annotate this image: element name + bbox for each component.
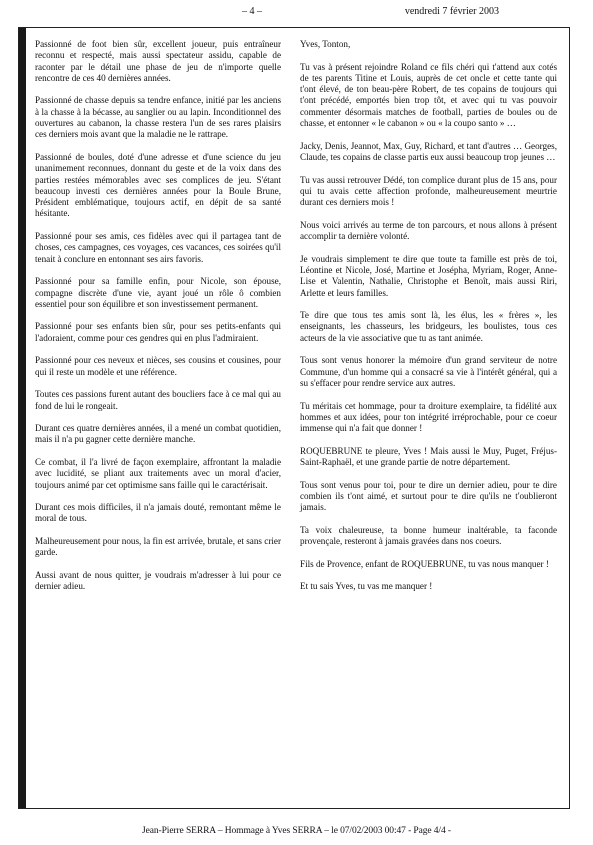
paragraph: Tu vas à présent rejoindre Roland ce fils chéri qui t'attend aux cotés de tes parents Titine et Louis, auprès de cet oncle et cette tante qui t'ont élevé, de ton beau-père Robert, de tes copains de toujours qui t'ont précédé, emportés bien trop tôt, et avec qui tu vas pouvoir commenter désormais matches de football, parties de boules ou de chasse, et entonner « le cabanon » ou « la coupo santo » … — [300, 61, 557, 129]
paragraph: Tous sont venus pour toi, pour te dire un dernier adieu, pour te dire combien ils t'ont aimé, et surtout pour te dire qu'ils ne t'oublieront jamais. — [300, 479, 557, 513]
paragraph: Tu vas aussi retrouver Dédé, ton complice durant plus de 15 ans, pour qui tu avais cette affection profonde, malheureusement meurtrie durant ces derniers mois ! — [300, 174, 557, 208]
paragraph: Durant ces quatre dernières années, il a mené un combat quotidien, mais il n'a pu gagner cette dernière manche. — [35, 423, 281, 445]
paragraph: Passionné pour ses amis, ces fidèles avec qui il partagea tant de choses, ces campagnes, ces voyages, ces vacances, ces soirées qu'il tenait à conclure en entonnant ses airs favoris. — [35, 231, 281, 264]
paragraph: Tous sont venus honorer la mémoire d'un grand serviteur de notre Commune, d'un homme qui a consacré sa vie à l'intérêt général, qui a su s'effacer pour rendre service aux autres. — [300, 355, 557, 388]
paragraph: Passionné pour ses enfants bien sûr, pour ses petits-enfants qui l'adoraient, comme pour ces gendres qui en plus l'admiraient. — [35, 321, 281, 343]
paragraph: Passionné pour ces neveux et nièces, ses cousins et cousines, pour qui il reste un modèle et une référence. — [35, 355, 281, 377]
paragraph: Passionné de boules, doté d'une adresse et d'une science du jeu unanimement reconnues, donnant du geste et de la voix dans des parties restées mémorables avec ses complices de jeu. S'étant beaucoup investi ces dernières années pour la Boule Brune, Président emblématique, toujours actif, en dépit de sa santé hésitante. — [35, 151, 281, 219]
paragraph: Aussi avant de nous quitter, je voudrais m'adresser à lui pour ce dernier adieu. — [35, 569, 281, 592]
paragraph: Malheureusement pour nous, la fin est arrivée, brutale, et sans crier garde. — [35, 536, 281, 558]
paragraph: Te dire que tous tes amis sont là, les élus, les « frères », les enseignants, les chasseurs, les bridgeurs, les boulistes, tous ces acteurs de la vie associative que tu as tant animée. — [300, 310, 557, 343]
paragraph: Nous voici arrivés au terme de ton parcours, et nous allons à présent accomplir ta dernière volonté. — [300, 219, 557, 242]
page-number: – 4 – — [242, 6, 262, 17]
paragraph: Jacky, Denis, Jeannot, Max, Guy, Richard, et tant d'autres … Georges, Claude, tes copains de classe partis eux aussi beaucoup trop jeunes … — [300, 140, 557, 162]
paragraph: Fils de Provence, enfant de ROQUEBRUNE, tu vas nous manquer ! — [300, 558, 549, 569]
page-header — [0, 6, 593, 20]
paragraph: Passionné de chasse depuis sa tendre enfance, initié par les anciens à la chasse à la bécasse, au sanglier ou au lapin. Inconditionnel des ouvertures au cabanon, la chasse restera l'un de ses rares plaisirs ces derniers mois avant que la maladie ne le rattrape. — [35, 95, 281, 140]
paragraph: Passionné de foot bien sûr, excellent joueur, puis entraîneur reconnu et respecté, mais aussi spectateur assidu, capable de raconter par le détail une phase de jeu de n'importe quelle rencontre de ces 40 dernières années. — [35, 39, 281, 83]
paragraph: Passionné pour sa famille enfin, pour Nicole, son épouse, compagne discrète d'une vie, ayant joué un rôle ô combien essentiel pour son équilibre et son investissement permanent. — [35, 276, 281, 309]
paragraph: Tu méritais cet hommage, pour ta droiture exemplaire, ta fidélité aux hommes et aux idées, pour ton intégrité irréprochable, pour ce coeur immense qui n'a fait que donner ! — [300, 400, 557, 434]
margin-rule — [19, 28, 26, 808]
left-column — [35, 39, 281, 604]
page-footer: Jean-Pierre SERRA – Hommage à Yves SERRA – le 07/02/2003 00:47 - Page 4/4 - — [142, 826, 451, 836]
paragraph: Yves, Tonton, — [300, 39, 351, 49]
paragraph: Durant ces mois difficiles, il n'a jamais douté, remontant même le moral de tous. — [35, 502, 281, 524]
paragraph: Toutes ces passions furent autant des boucliers face à ce mal qui au fond de lui le rongeait. — [35, 389, 281, 411]
paragraph: ROQUEBRUNE te pleure, Yves ! Mais aussi le Muy, Puget, Fréjus-Saint-Raphaël, et une grande partie de notre département. — [300, 445, 557, 467]
paragraph: Je voudrais simplement te dire que toute ta famille est près de toi, Léontine et Nicole, José, Martine et Josépha, Myriam, Roger, Anne-Lise et Valentin, Nathalie, Christophe et Benoît, mais aussi Riri, Arlette et leurs familles. — [300, 253, 557, 298]
right-column — [300, 39, 557, 604]
paragraph: Et tu sais Yves, tu vas me manquer ! — [300, 581, 433, 592]
paragraph: Ta voix chaleureuse, ta bonne humeur inaltérable, ta faconde provençale, resteront à jamais gravées dans nos coeurs. — [300, 524, 557, 547]
paragraph: Ce combat, il l'a livré de façon exemplaire, affrontant la maladie avec lucidité, se pliant aux traitements avec un moral d'acier, toujours animé par cet optimisme sans faille qui le caractérisait. — [35, 456, 281, 490]
header-date: vendredi 7 février 2003 — [404, 6, 499, 17]
page-frame — [18, 27, 570, 809]
